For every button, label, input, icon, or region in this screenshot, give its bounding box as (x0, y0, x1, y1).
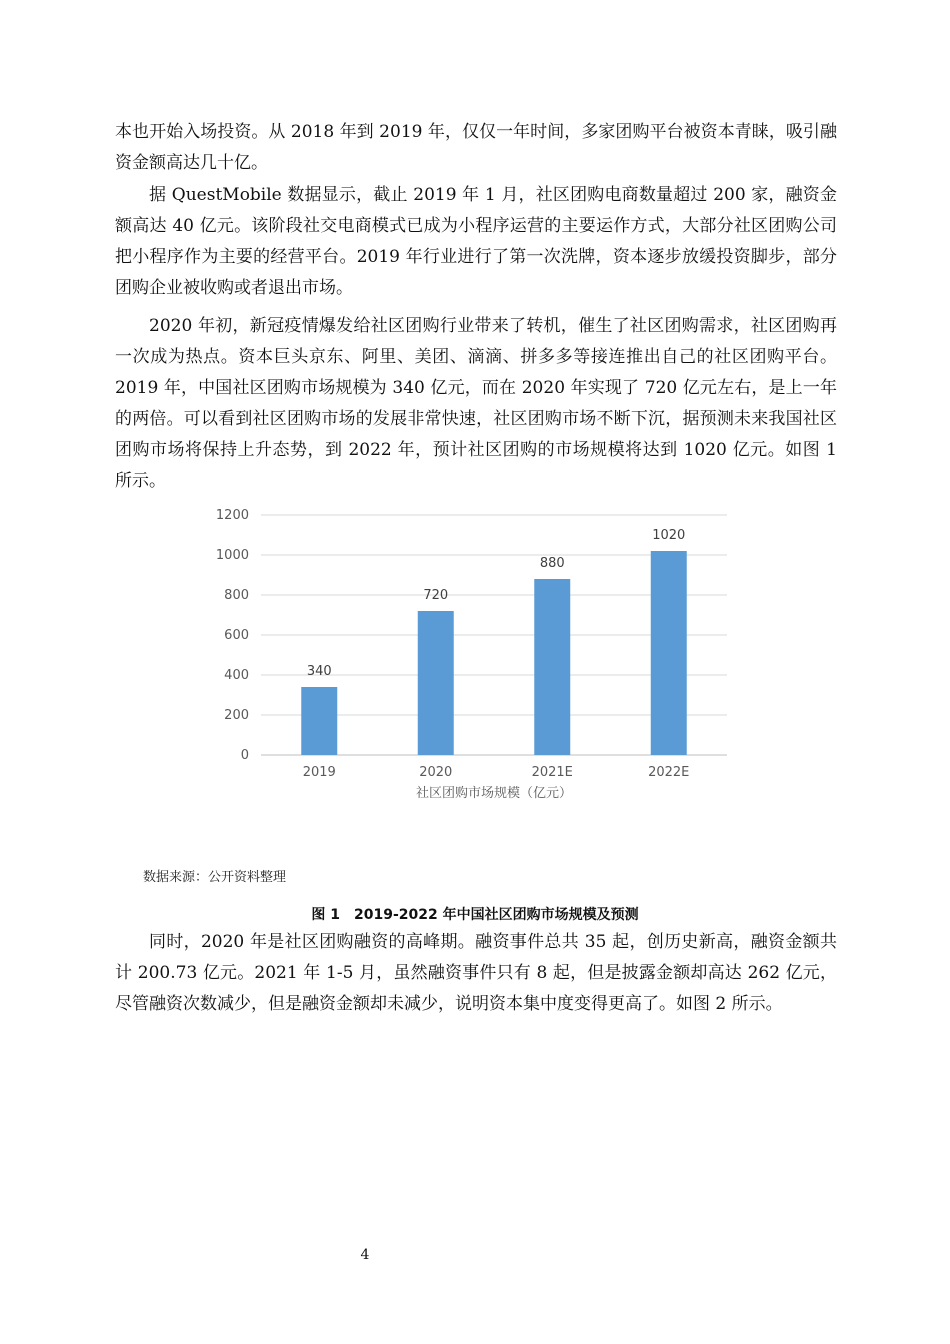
body-paragraph-3: 2020 年初，新冠疫情爆发给社区团购行业带来了转机，催生了社区团购需求，社区团购再一次成为热点。资本巨头京东、阿里、美团、滴滴、拼多多等接连推出自己的社区团购平台。2019 年，中国社区团购市场规模为 340 亿元，而在 2020 年实现了 720 亿元左右，是上一年的两倍。可以看到社区团购市场的发展非常快速，社区团购市场不断下沉，据预测未来我国社区团购市场将保持上升态势，到 2022 年，预计社区团购的市场规模将达到 1020 亿元。如图 1 所示。 (115, 316, 837, 491)
figure-caption: 图 1 2019-2022 年中国社区团购市场规模及预测 (311, 907, 639, 923)
data-label: 880 (539, 556, 565, 571)
y-tick-label: 200 (224, 708, 249, 723)
page-number: 4 (360, 1247, 370, 1263)
bar (534, 579, 570, 755)
x-tick-label: 2021E (531, 765, 573, 780)
x-axis-title: 社区团购市场规模（亿元） (415, 786, 573, 801)
data-source-note: 数据来源：公开资料整理 (143, 870, 287, 885)
body-paragraph-4: 同时，2020 年是社区团购融资的高峰期。融资事件总共 35 起，创历史新高，融资金额共计 200.73 亿元。2021 年 1-5 月，虽然融资事件只有 8 起，但是披露金额却高达 262 亿元，尽管融资次数减少，但是融资金额却未减少，说明资本集中度变得更高了。如图 2 所示。 (115, 932, 837, 1014)
body-paragraph-2: 据 QuestMobile 数据显示，截止 2019 年 1 月，社区团购电商数量超过 200 家，融资金额高达 40 亿元。该阶段社交电商模式已成为小程序运营的主要运作方式，大部分社区团购公司把小程序作为主要的经营平台。2019 年行业进行了第一次洗牌，资本逐步放缓投资脚步，部分团购企业被收购或者退出市场。 (115, 185, 837, 298)
y-tick-label: 1000 (215, 548, 249, 563)
x-tick-label: 2019 (302, 765, 336, 780)
x-tick-label: 2020 (419, 765, 453, 780)
y-tick-label: 400 (224, 668, 249, 683)
chart-svg (207, 498, 742, 820)
y-tick-label: 800 (224, 588, 249, 603)
x-tick-label: 2022E (648, 765, 690, 780)
y-tick-label: 600 (224, 628, 249, 643)
market-size-chart (207, 498, 742, 820)
bar (418, 611, 454, 755)
bar (301, 687, 337, 755)
y-tick-label: 0 (240, 748, 249, 763)
data-label: 1020 (652, 528, 686, 543)
body-paragraph-1: 本也开始入场投资。从 2018 年到 2019 年，仅仅一年时间，多家团购平台被资本青睐，吸引融资金额高达几十亿。 (115, 122, 837, 173)
data-label: 720 (423, 588, 449, 603)
data-label: 340 (306, 664, 332, 679)
y-tick-label: 1200 (215, 508, 249, 523)
bar (651, 551, 687, 755)
